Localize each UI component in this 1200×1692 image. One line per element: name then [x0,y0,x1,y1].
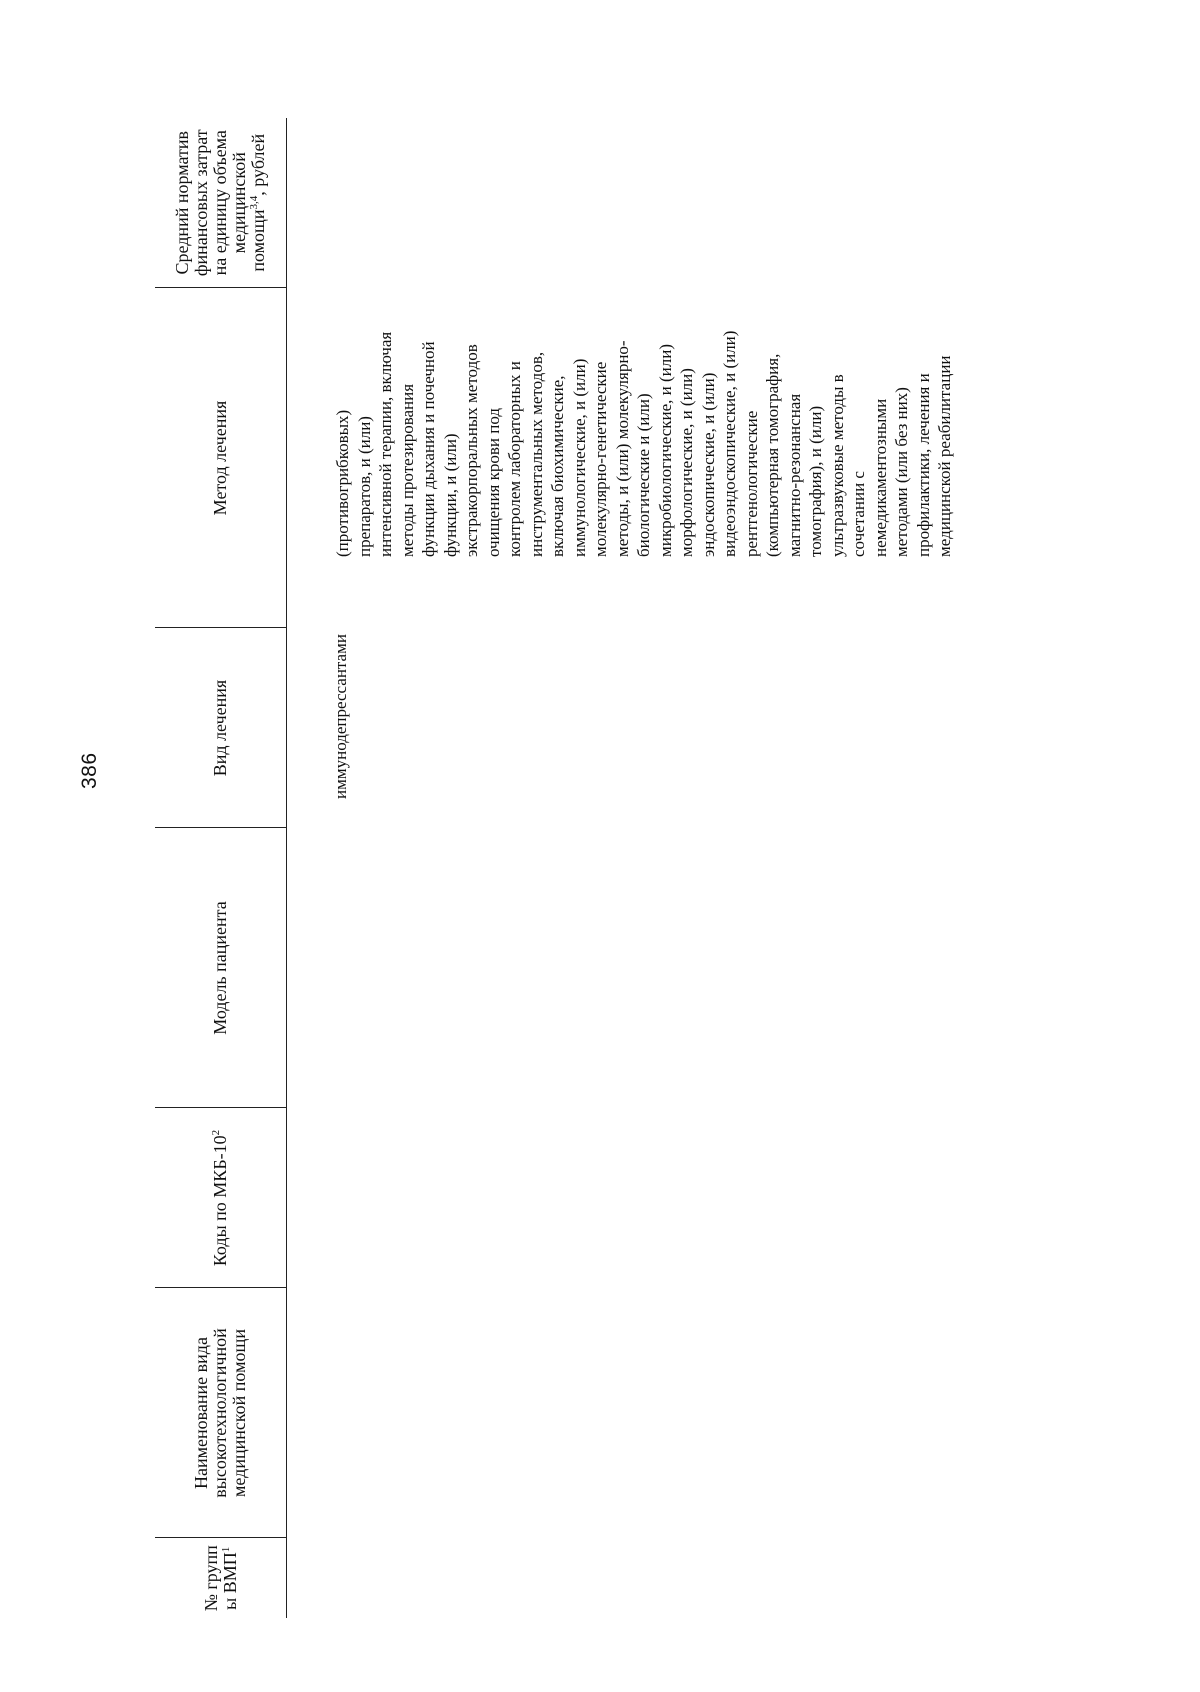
header-patient-model [155,828,287,1108]
treatment-method-line: медицинской реабилитации [935,355,954,557]
header-treatment-type [155,628,287,828]
treatment-method-line: немедикаментозными [870,398,890,557]
treatment-method-line: (противогрибковых) [333,409,352,557]
treatment-method-line: молекулярно-генетические [591,361,610,557]
treatment-method-line: морфологические, и (или) [677,368,696,557]
treatment-method-line: микробиологические, и (или) [655,343,675,557]
header-vmp-name-text: Наименование вида высокотехнологичной медицинской помощи [191,1328,249,1498]
header-treatment-type-text: Вид лечения [210,679,230,777]
treatment-method-line: ультразвуковые методы в [827,374,847,557]
cell-treatment-method [332,227,956,557]
treatment-method-line: препаратов, и (или) [354,416,374,557]
treatment-method-line: включая биохимические, [548,375,567,557]
treatment-method-line: сочетании с [849,471,868,557]
treatment-method-line: очищения крови под [483,408,503,557]
header-cost-standard [155,118,287,288]
treatment-method-line: томография), и (или) [806,405,825,557]
header-group-number [155,1538,287,1618]
treatment-method-line: рентгенологические [741,410,761,557]
treatment-method-line: контролем лабораторных и [505,361,524,557]
header-group-number-text: № групп ы ВМП [200,1545,240,1612]
header-icd-codes-footnote: 2 [210,1129,222,1136]
header-vmp-name [155,1288,287,1538]
treatment-method-line: профилактики, лечения и [913,373,933,557]
header-treatment-method-text: Метод лечения [210,400,230,516]
treatment-method-line: функции, и (или) [440,433,460,557]
treatment-method-line: иммунологические, и (или) [569,358,589,557]
treatment-method-line: видеоэндоскопические, и (или) [720,330,739,557]
header-icd-codes-text: Коды по МКБ-10 [210,1135,230,1267]
header-cost-standard-suffix: , рублей [248,133,268,196]
treatment-method-line: функции дыхания и почечной [419,341,438,557]
table-header-row [155,118,287,1618]
treatment-method-line: методы, и (или) молекулярно- [612,340,632,557]
treatment-method-line: инструментальных методов, [526,351,546,557]
treatment-method-line: экстракорпоральных методов [462,344,481,557]
vmp-table-header [155,118,287,1618]
header-cost-standard-footnote: 3,4 [248,195,260,210]
treatment-method-line: магнитно-резонансная [784,393,804,557]
cell-patient-model: иммунодепрессантами [331,634,350,799]
header-group-number-footnote: 1 [219,1546,232,1553]
treatment-method-line: методами (или без них) [892,387,911,557]
treatment-method-line: интенсивной терапии, включая [376,331,395,557]
treatment-method-line: эндоскопические, и (или) [698,372,718,557]
header-patient-model-text: Модель пациента [210,901,230,1035]
treatment-method-line: биологические и (или) [634,393,653,557]
treatment-method-line: методы протезирования [397,383,417,557]
header-treatment-method [155,288,287,628]
header-icd-codes [155,1108,287,1288]
header-cost-standard-text: Средний норматив финансовых затрат на единицу объема медицинской помощи [172,129,268,277]
treatment-method-line: (компьютерная томография, [763,353,782,557]
page-number: 386 [78,752,101,789]
